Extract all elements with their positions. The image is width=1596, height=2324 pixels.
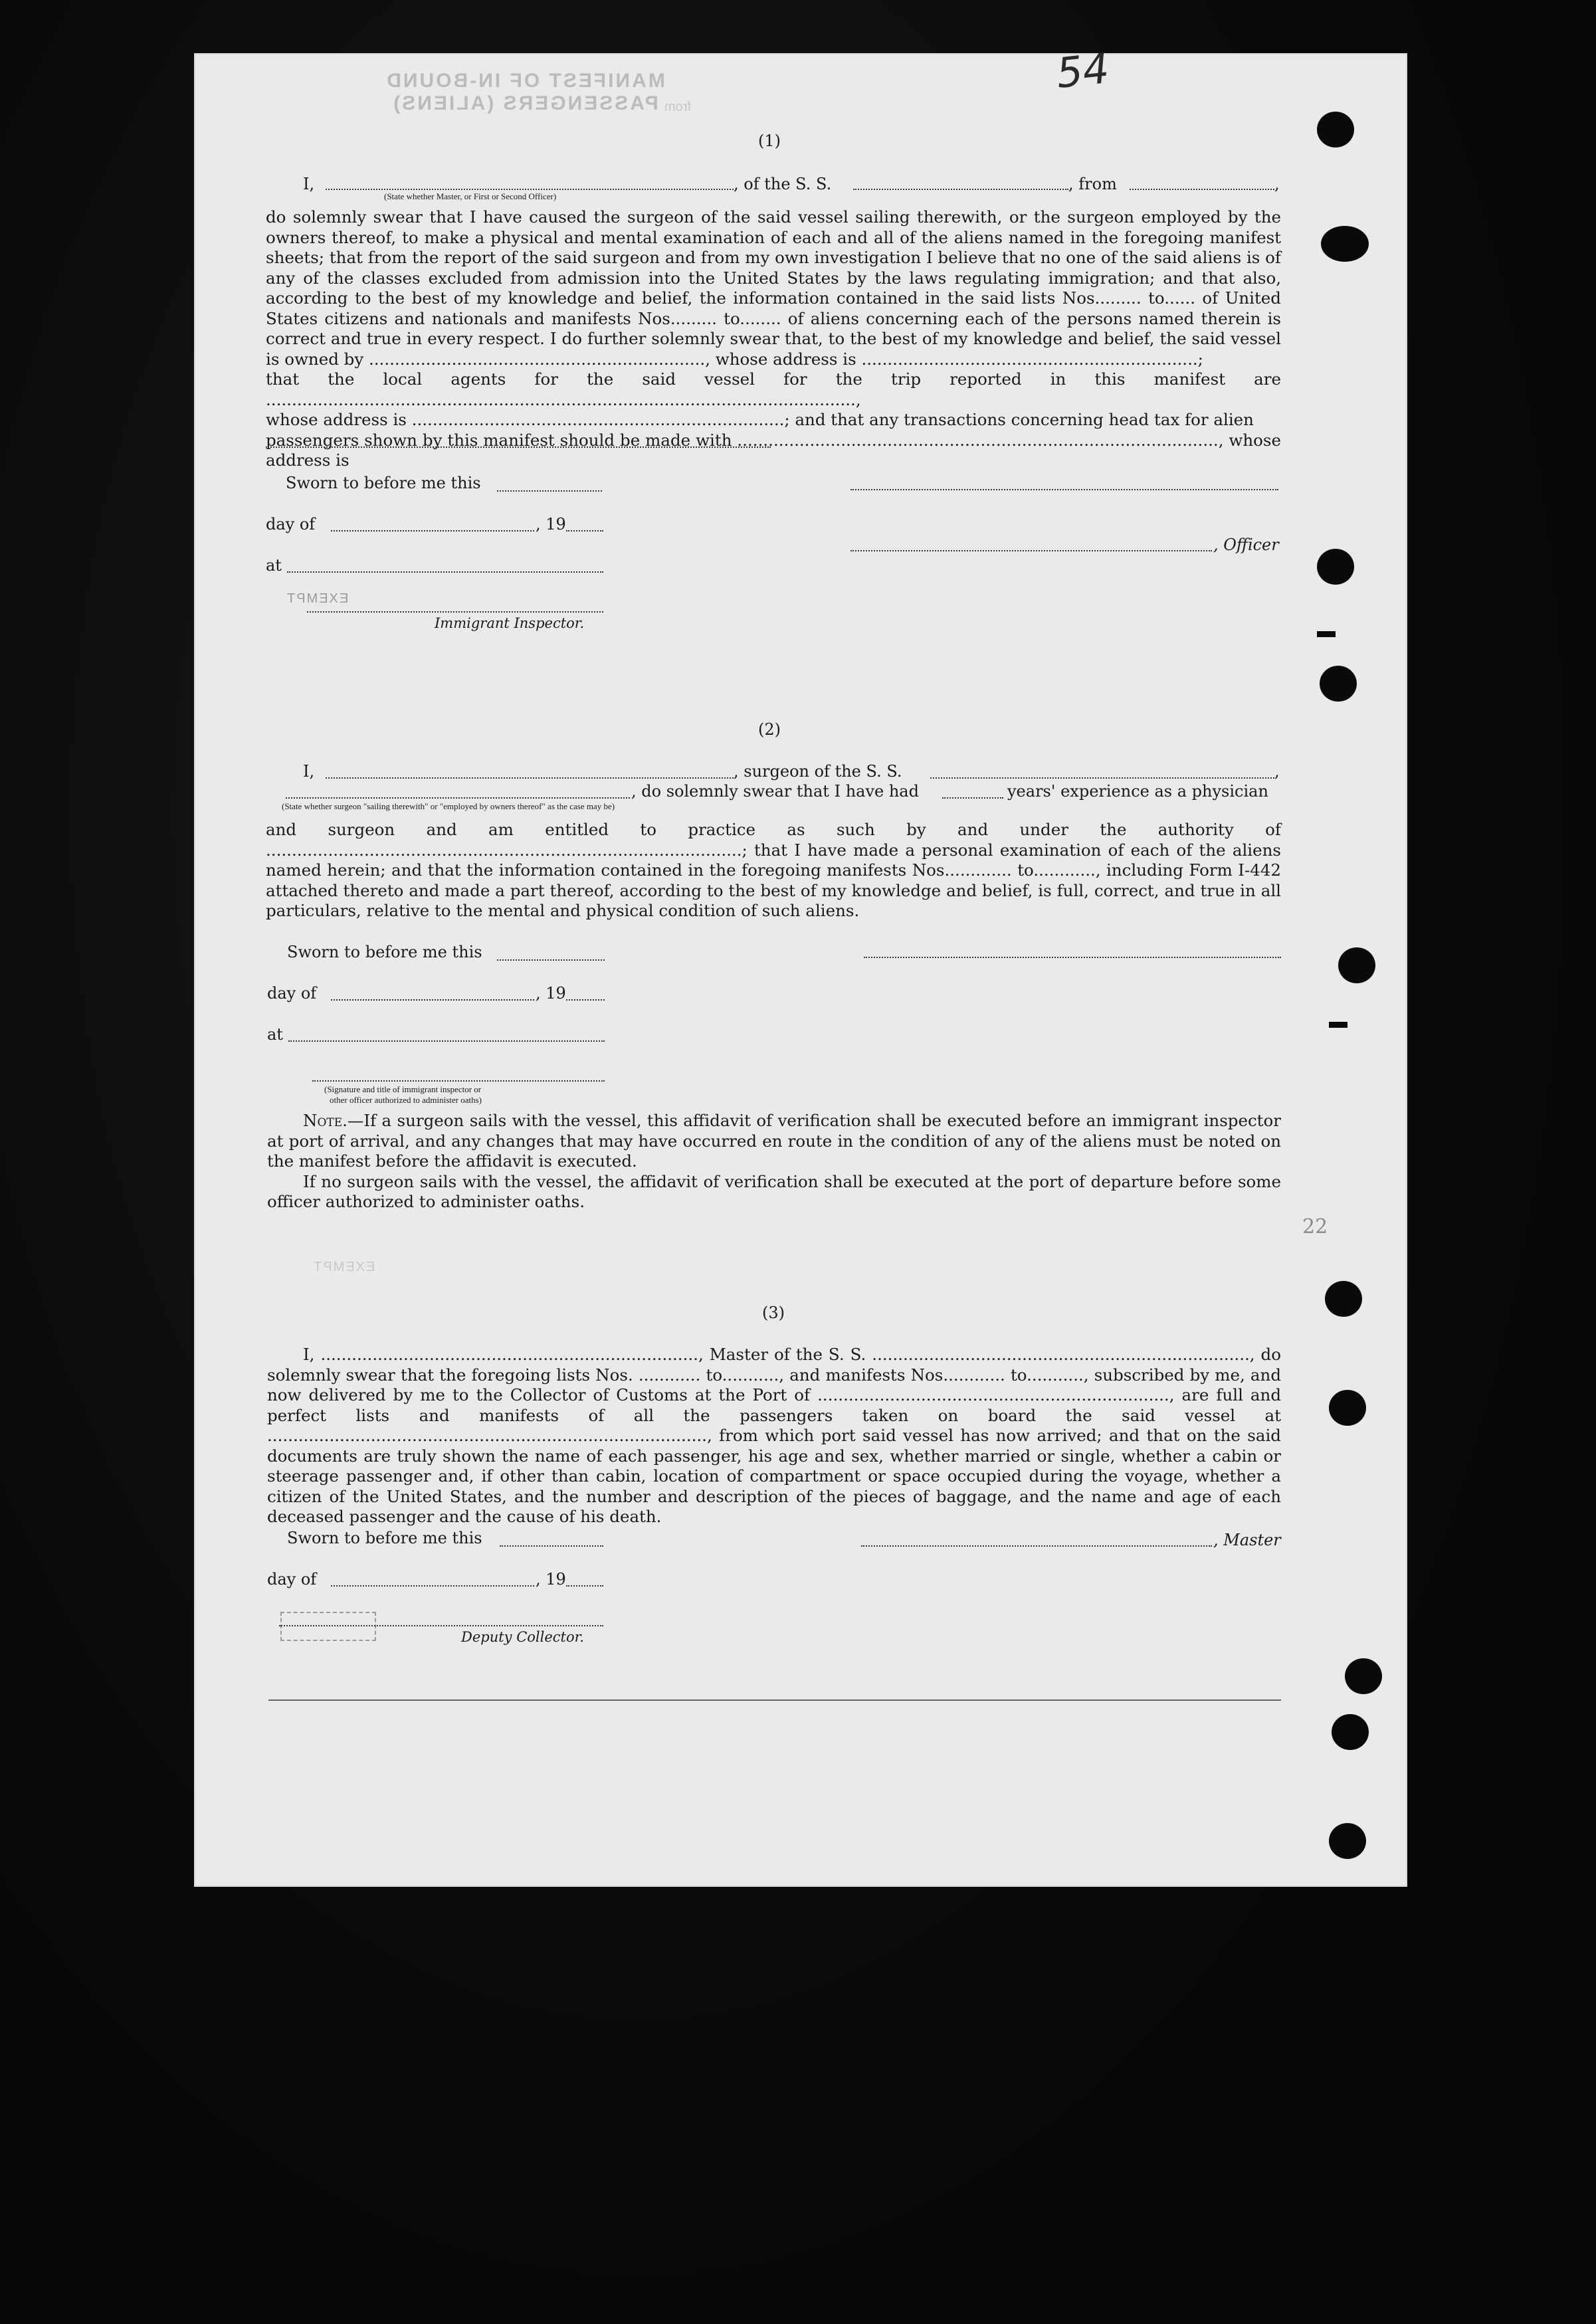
- ghost-title: MANIFEST OF IN-BOUND PASSENGERS (ALIENS): [385, 70, 665, 114]
- signature-caption: other officer authorized to administer oaths): [330, 1095, 482, 1105]
- blank-officer: [850, 550, 1212, 551]
- at-label: at: [266, 556, 282, 575]
- surgeon-state-note: (State whether surgeon "sailing therewith" or "employed by owners thereof" as the case may be): [282, 801, 615, 811]
- surgeon-swear: , do solemnly swear that I have had: [631, 782, 919, 801]
- punch-hole: [1317, 112, 1354, 147]
- agents-line: that the local agents for the said vessel for the trip reported in this manifest are ..................................................................................................................,: [266, 369, 1281, 409]
- blank-surgeon-vessel: [930, 777, 1274, 779]
- punch-hole: [1345, 1658, 1382, 1694]
- note-text: —If a surgeon sails with the vessel, this affidavit of verification shall be executed before an immigrant inspector at port of arrival, and any changes that may have occurred en route in the condition of any of the aliens must be noted on the manifest before the affidavit is executed.: [267, 1111, 1281, 1171]
- note-text-2: If no surgeon sails with the vessel, the affidavit of verification shall be executed at the port of departure before some officer authorized to administer oaths.: [267, 1171, 1281, 1211]
- blank-sworn: [497, 490, 602, 492]
- blank-master-signature: [861, 1545, 1212, 1547]
- deputy-collector-label: Deputy Collector.: [461, 1629, 585, 1645]
- comma: ,: [1274, 762, 1280, 781]
- blank-at: [287, 571, 603, 573]
- section-number: (2): [758, 720, 781, 739]
- blank-day: [331, 1585, 534, 1587]
- blank-years: [942, 797, 1003, 799]
- blank-day: [331, 530, 534, 532]
- passengers-line: passengers shown by this manifest should be made with ............................................................................................., whose address is: [266, 430, 1281, 470]
- blank-signature: [850, 489, 1278, 490]
- comma: ,: [1274, 175, 1280, 193]
- master-label: , Master: [1213, 1531, 1281, 1549]
- blank-address: [266, 446, 771, 448]
- punch-hole: [1329, 1390, 1366, 1426]
- day-label: day of: [267, 1570, 317, 1589]
- blank-vessel: [853, 189, 1068, 190]
- blank-signature: [864, 957, 1281, 958]
- immigrant-inspector-label: Immigrant Inspector.: [435, 615, 585, 631]
- oath-body-text: do solemnly swear that I have caused the surgeon of the said vessel sailing therewith, or the surgeon employed by the owners thereof, to make a physical and mental examination of each and all of the aliens named in the foregoing manifest sheets; that from the report of the said surgeon and from my own investigation I believe that no one of the said aliens is of any of the classes excluded from admission into the United States by the laws regulating immigration; and that also, according to the best of my knowledge and belief, the information contained in the said lists Nos......... to...... of United States citizens and nationals and manifests Nos......... to........ of aliens concerning each of the persons named therein is correct and true in every respect. I do further solemnly swear that, to the best of my knowledge and belief, the said vessel is owned by ................................................................., whose address is .................................................................;: [266, 207, 1281, 369]
- oath-line-of: , of the S. S.: [734, 175, 832, 193]
- surgeon-line-vessel: , surgeon of the S. S.: [734, 762, 902, 781]
- ghost-subtitle: from: [664, 100, 691, 114]
- punch-hole: [1329, 1823, 1366, 1859]
- surgeon-body: and surgeon and am entitled to practice as such by and under the authority of ............................................................................................; that I have made a personal examination of each of the aliens named herein; and that the information contained in the foregoing manifests Nos............. to............, including Form I-442 attached thereto and made a part thereof, according to the best of my knowledge and belief, is full, correct, and true in all particulars, relative to the mental and physical condition of such aliens.: [266, 820, 1281, 920]
- at-label: at: [267, 1025, 283, 1044]
- blank-authority-signature: [312, 1080, 605, 1082]
- blank-surgeon-name: [326, 777, 734, 779]
- blank-name: [326, 189, 734, 190]
- sworn-label: Sworn to before me this: [287, 943, 482, 961]
- blank-at: [288, 1040, 605, 1042]
- day-label: day of: [267, 984, 317, 1003]
- blank-sworn: [500, 1545, 603, 1547]
- blank-inspector: [307, 611, 603, 613]
- sworn-label: Sworn to before me this: [286, 474, 481, 492]
- punch-hole: [1317, 549, 1354, 585]
- punch-tab: [1317, 631, 1336, 637]
- address-line: whose address is ........................................................................; and that any transactions concerning head tax for alien: [266, 410, 1254, 429]
- blank-surgeon-type: [286, 797, 630, 799]
- blank-day: [331, 999, 534, 1001]
- signature-caption: (Signature and title of immigrant inspector or: [324, 1084, 482, 1094]
- blank-from: [1130, 189, 1274, 190]
- punch-hole: [1321, 226, 1369, 262]
- surgeon-line-i: I,: [303, 762, 315, 781]
- blank-year: [566, 1585, 603, 1587]
- punch-tab: [1329, 1022, 1347, 1028]
- punch-hole: [1320, 666, 1357, 702]
- day-label: day of: [266, 515, 316, 533]
- margin-mark: 22: [1302, 1215, 1328, 1238]
- officer-label: , Officer: [1213, 535, 1279, 554]
- blank-year: [566, 999, 605, 1001]
- oath-body: [266, 207, 1281, 471]
- blank-sworn: [497, 959, 605, 961]
- note-label: Note.: [303, 1111, 348, 1130]
- exempt-stamp: EXEMPT: [286, 591, 349, 606]
- year-label: , 19: [536, 1570, 566, 1589]
- state-note: (State whether Master, or First or Second Officer): [384, 191, 557, 201]
- note-paragraph: [267, 1111, 1281, 1212]
- master-body: I, ........................................................................., Master of the S. S. ........................................................................., do solemnly swear that the foregoing lists Nos. ............ to..........., and manifests Nos............ to..........., subscribed by me, and now delivered by me to the Collector of Customs at the Port of ...................................................................., are full and perfect lists and manifests of all the passengers taken on board the said vessel at ....................................................................................., from which port said vessel has now arrived; and that on the said documents are truly shown the name of each passenger, his age and sex, whether married or single, whether a cabin or steerage passenger and, if other than cabin, location of compartment or space occupied during the voyage, whether a citizen of the United States, and the number and description of the pieces of baggage, and the name and age of each deceased passenger and the cause of his death.: [267, 1345, 1281, 1526]
- blank-deputy: [279, 1625, 603, 1626]
- year-label: , 19: [536, 984, 566, 1003]
- page-number: 54: [1054, 44, 1112, 98]
- section-number: (3): [762, 1304, 785, 1322]
- faded-stamp: EXEMPT: [312, 1260, 375, 1274]
- punch-hole: [1325, 1281, 1362, 1317]
- punch-hole: [1332, 1714, 1369, 1750]
- section-number: (1): [758, 132, 781, 150]
- faded-stamp-box: [280, 1612, 376, 1641]
- surgeon-years: years' experience as a physician: [1007, 782, 1268, 801]
- blank-year: [566, 530, 603, 532]
- sworn-label: Sworn to before me this: [287, 1529, 482, 1547]
- oath-line-from: , from: [1068, 175, 1117, 193]
- oath-line-i: I,: [303, 175, 315, 193]
- punch-hole: [1338, 947, 1375, 983]
- bottom-rule: [268, 1699, 1281, 1701]
- year-label: , 19: [536, 515, 566, 533]
